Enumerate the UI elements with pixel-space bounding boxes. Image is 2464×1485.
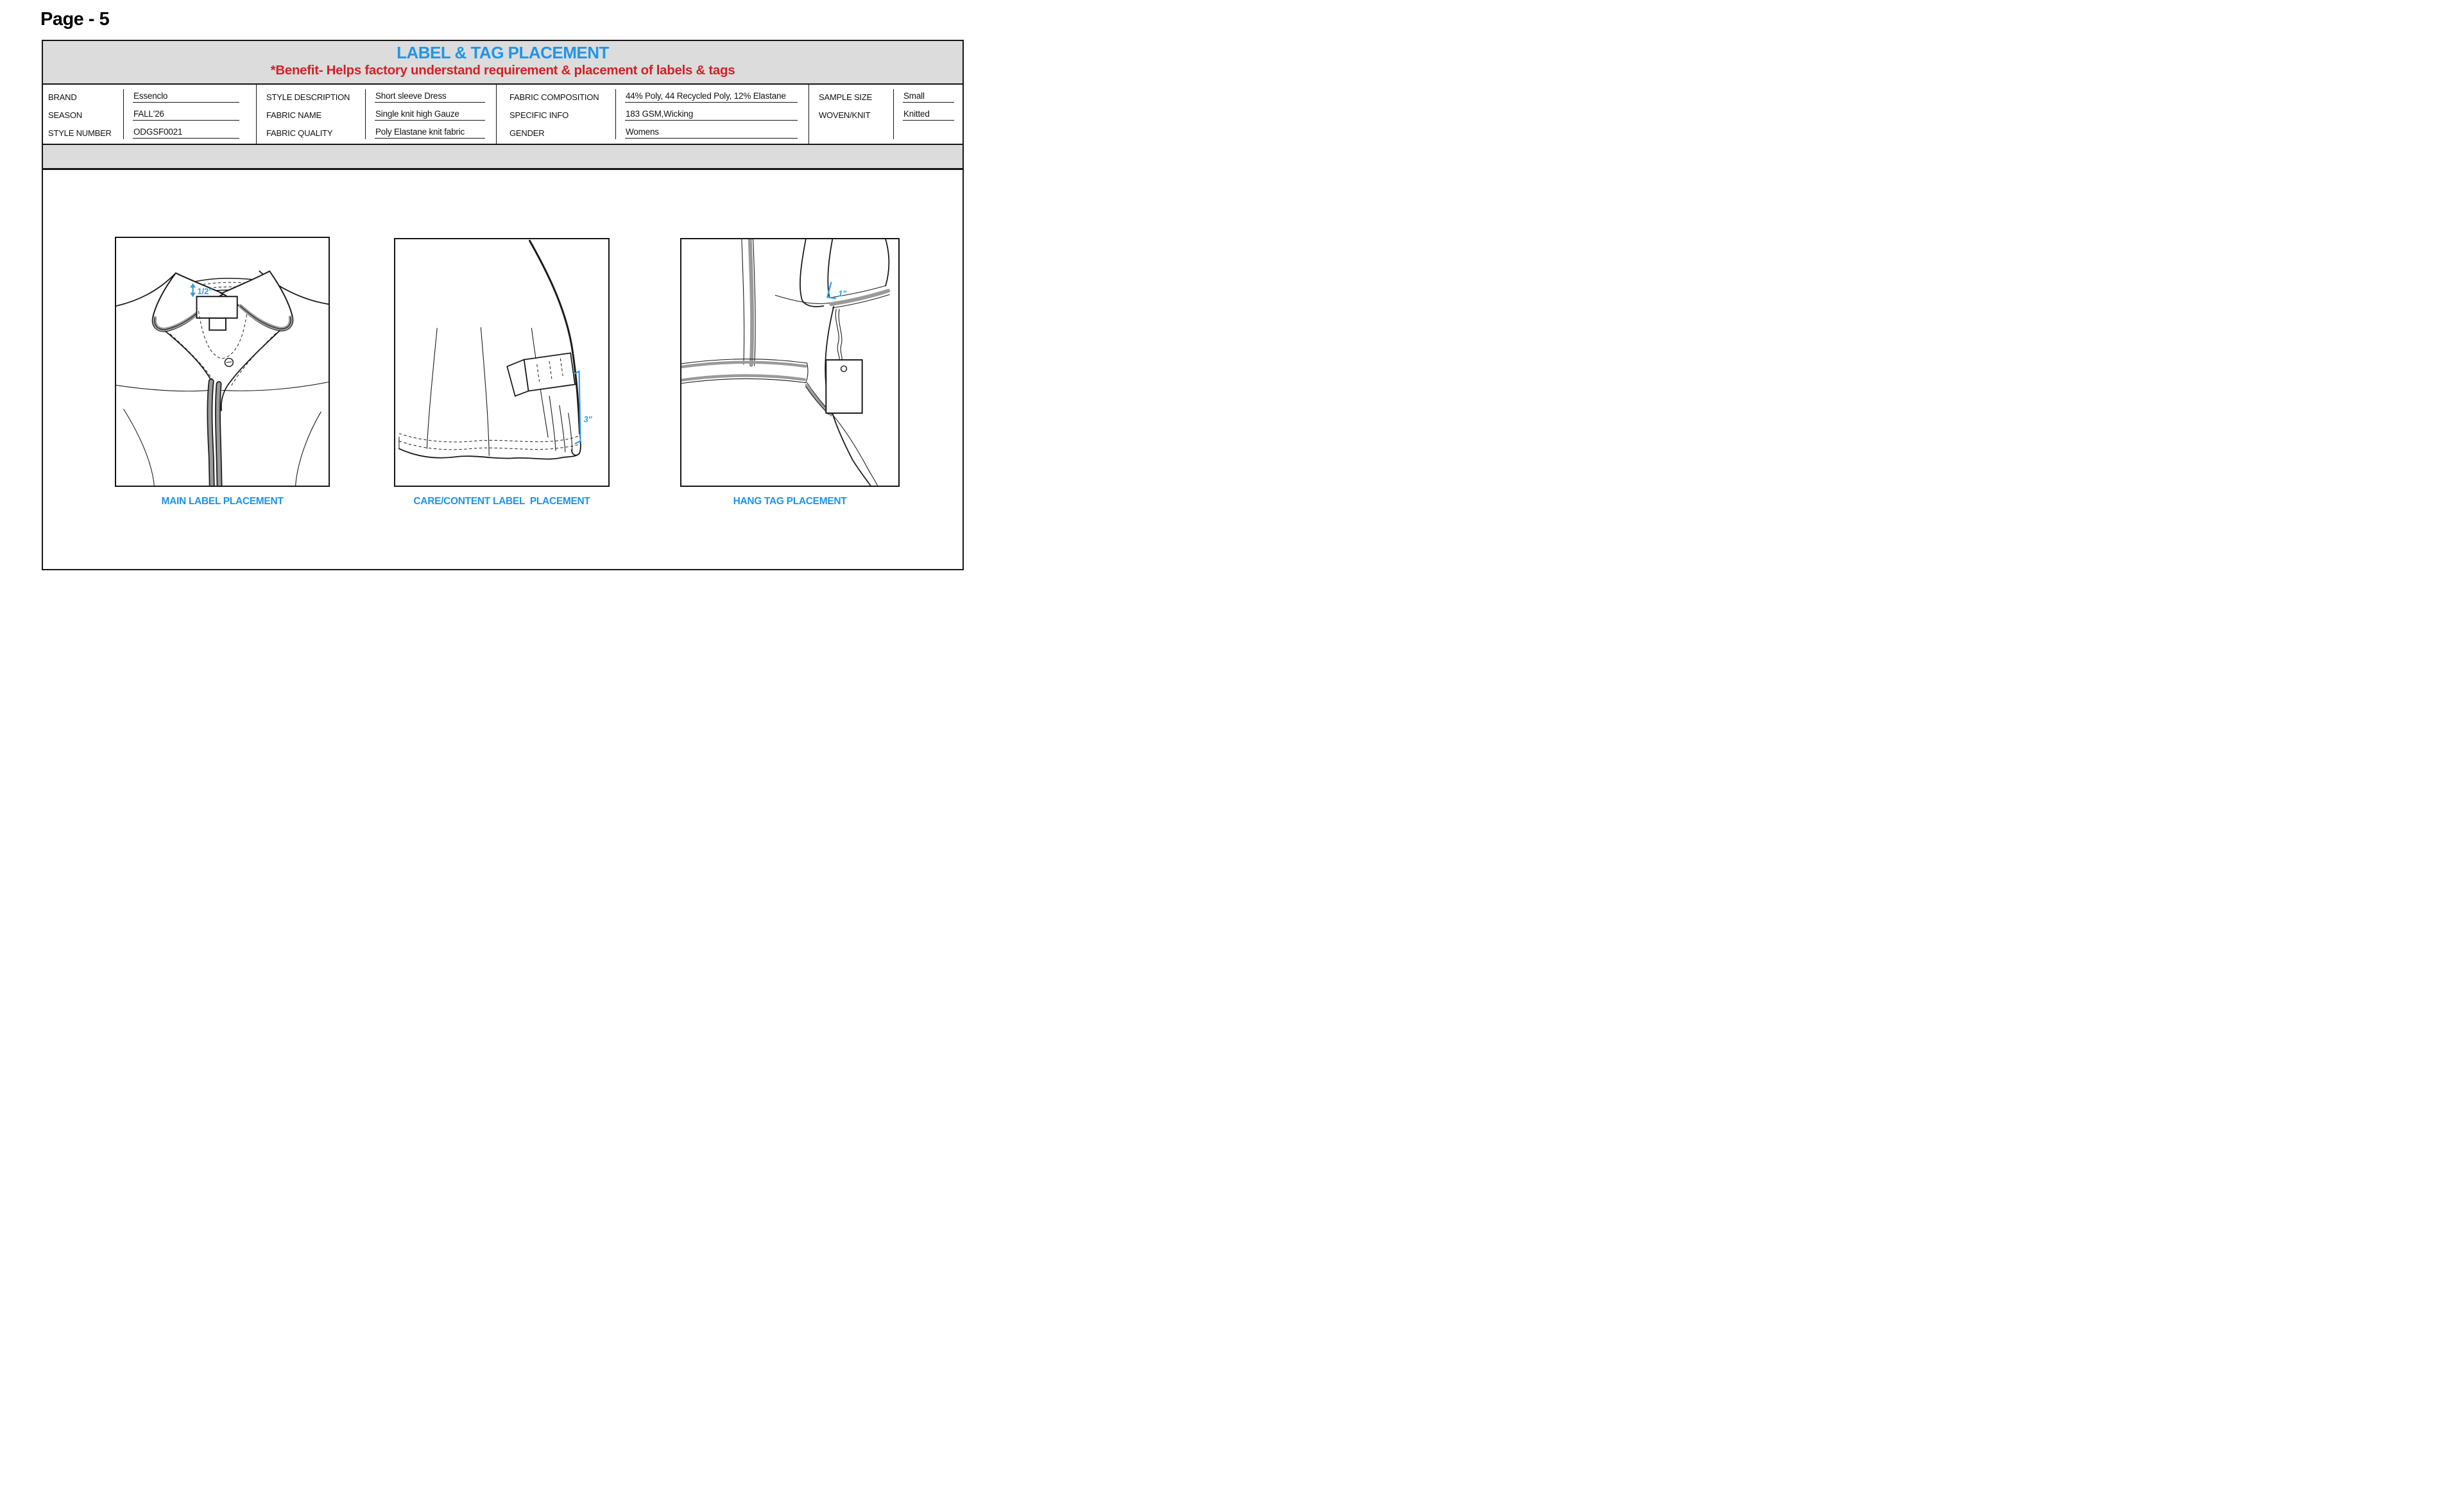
field-label-fabric-quality: FABRIC QUALITY: [266, 128, 333, 138]
field-label-season: SEASON: [48, 110, 82, 120]
info-section-fabric: [496, 85, 809, 144]
field-value-season: FALL'26: [133, 106, 252, 124]
tag-string: [839, 309, 842, 360]
skirt-panel-line: [481, 328, 489, 456]
main-label-rect: [196, 296, 237, 318]
panel-caption-hang-tag: HANG TAG PLACEMENT: [733, 496, 847, 507]
page-title: Page - 5: [40, 9, 110, 30]
field-label-brand: BRAND: [48, 92, 77, 102]
hang-tag-hole: [841, 366, 847, 371]
spec-sheet: [42, 40, 964, 570]
skirt-hem-drawing: [395, 239, 608, 486]
label-column: [809, 85, 893, 144]
field-label-style-description: STYLE DESCRIPTION: [266, 92, 350, 102]
sheet-title: LABEL & TAG PLACEMENT: [397, 43, 609, 62]
info-section-brand: [43, 85, 256, 144]
chest-seam-right: [222, 382, 329, 391]
field-value-fabric-name: Single knit high Gauze: [375, 106, 492, 124]
care-label-group: [506, 353, 575, 396]
left-side-curve: [124, 409, 154, 486]
waistband-bottom-trim: [681, 375, 805, 380]
panel-caption-care-label: CARE/CONTENT LABEL PLACEMENT: [413, 496, 590, 507]
right-front-edge: [221, 331, 280, 411]
front-band-left-edge: [742, 239, 744, 364]
field-value-fabric-quality: Poly Elastane knit fabric: [375, 124, 492, 142]
label-offset-annotation: 1/2": [197, 286, 213, 296]
panel-hang-tag: [680, 238, 900, 487]
panel-caption-main-label: MAIN LABEL PLACEMENT: [161, 496, 284, 507]
label-column: [257, 85, 365, 144]
value-column: [124, 85, 256, 144]
field-label-gender: GENDER: [509, 128, 545, 138]
waistband-bottom-edge: [681, 378, 806, 383]
care-label-rect: [524, 353, 575, 391]
gather-fold: [560, 405, 565, 452]
armhole-wrinkle: [775, 295, 830, 303]
placket-tape-left-gray: [210, 382, 212, 486]
gather-fold: [549, 396, 556, 450]
gather-fold: [569, 413, 572, 450]
left-front-edge: [166, 332, 212, 383]
field-label-specific-info: SPECIFIC INFO: [509, 110, 569, 120]
drawings-area: [43, 170, 963, 569]
field-label-sample-size: SAMPLE SIZE: [819, 92, 873, 102]
spacer-band: [43, 145, 963, 170]
field-value-brand: Essenclo: [133, 88, 252, 106]
side-seam: [529, 241, 579, 433]
tie-end-tail: [832, 414, 877, 486]
front-band-trim: [750, 239, 752, 365]
size-tab: [209, 318, 226, 330]
field-label-style-number: STYLE NUMBER: [48, 128, 112, 138]
field-label-fabric-composition: FABRIC COMPOSITION: [509, 92, 599, 102]
chest-seam-left: [116, 386, 209, 391]
tag-offset-annotation: 1": [838, 289, 847, 299]
header-band: [43, 41, 963, 85]
placket-tape-right-gray: [218, 384, 220, 486]
info-section-style: [256, 85, 496, 144]
field-label-fabric-name: FABRIC NAME: [266, 110, 321, 120]
value-column: [366, 85, 496, 144]
body-front-edge: [800, 239, 823, 307]
field-value-gender: Womens: [625, 124, 805, 142]
value-column: [894, 85, 963, 144]
right-side-curve: [296, 412, 321, 486]
label-column: [497, 85, 615, 144]
field-value-woven-knit: Knitted: [903, 106, 959, 124]
field-label-woven-knit: WOVEN/KNIT: [819, 110, 871, 120]
neckline-drawing: [116, 238, 329, 486]
field-value-sample-size: Small: [903, 88, 959, 106]
value-column: [616, 85, 809, 144]
panel-main-label: [115, 237, 330, 487]
panel-care-label: [394, 238, 610, 487]
info-section-sample: [809, 85, 963, 144]
field-value-style-description: Short sleeve Dress: [375, 88, 492, 106]
field-value-style-number: ODGSF0021: [133, 124, 252, 142]
sleeve-back-edge: [886, 239, 889, 285]
label-column: [43, 85, 123, 144]
sheet-subtitle: *Benefit- Helps factory understand requirement & placement of labels & tags: [270, 63, 735, 78]
hem-offset-annotation: 3": [583, 414, 592, 424]
info-row: [43, 85, 963, 145]
field-value-fabric-composition: 44% Poly, 44 Recycled Poly, 12% Elastane: [625, 88, 805, 106]
hang-tag-drawing: [681, 239, 898, 486]
skirt-panel-line: [427, 328, 437, 449]
field-value-specific-info: 183 GSM,Wicking: [625, 106, 805, 124]
